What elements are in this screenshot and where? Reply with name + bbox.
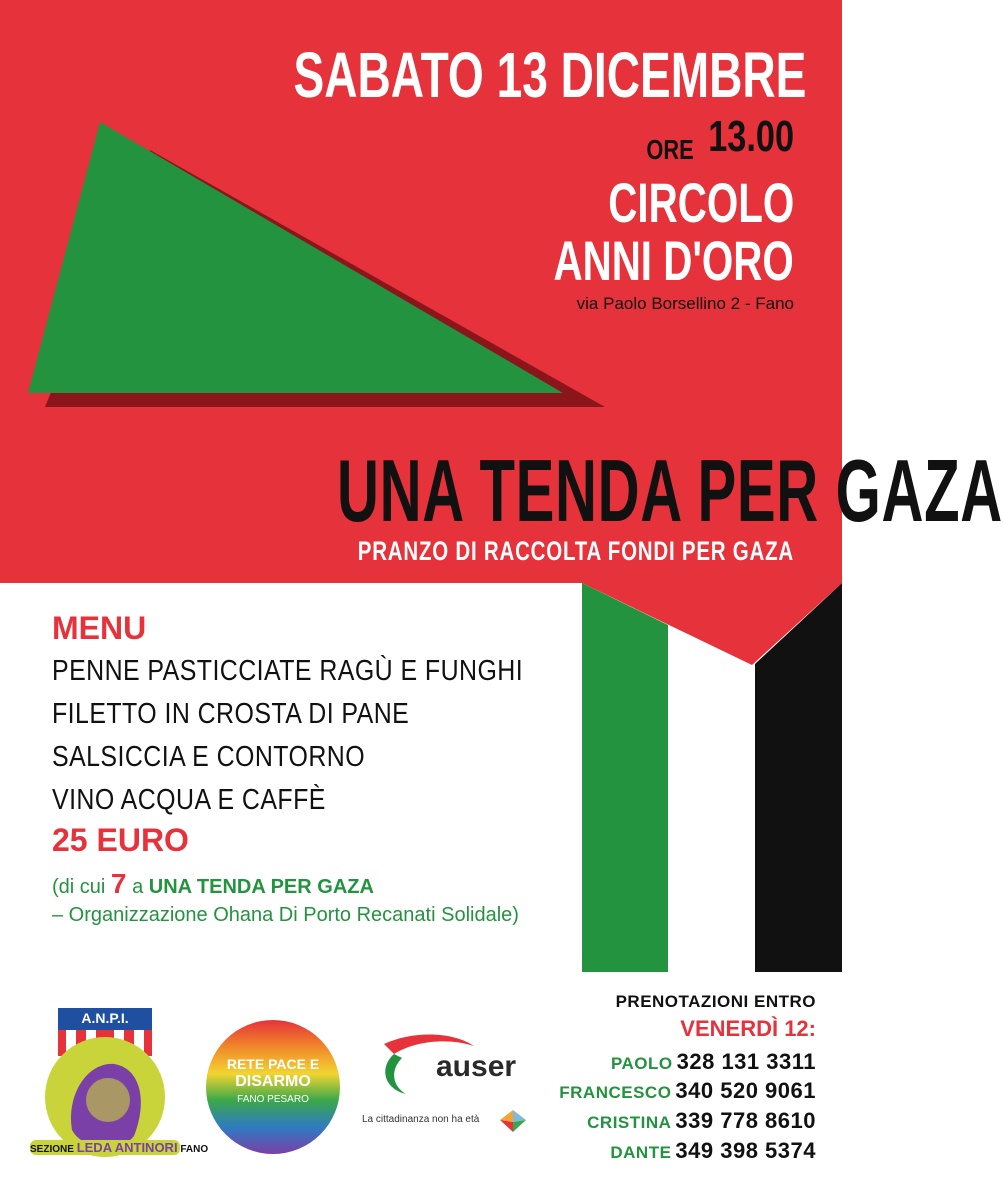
contact-row: FRANCESCO 340 520 9061	[559, 1078, 816, 1103]
kite-icon	[500, 1110, 526, 1132]
green-stripe	[582, 583, 668, 972]
menu-heading: MENU	[52, 610, 147, 646]
auser-tagline: La cittadinanza non ha età	[362, 1114, 480, 1125]
venue-address: via Paolo Borsellino 2 - Fano	[576, 294, 794, 313]
anpi-logo	[30, 1002, 209, 1162]
donation-note: (di cui 7 a UNA TENDA PER GAZA	[52, 868, 374, 899]
menu-item: SALSICCIA E CONTORNO	[52, 741, 366, 773]
venue-name-line2: ANNI D'ORO	[553, 229, 794, 292]
anpi-emblem-icon	[30, 1002, 209, 1162]
venue-name-line1: CIRCOLO	[608, 171, 794, 234]
auser-name: auser	[436, 1050, 517, 1083]
rete-line3: FANO PESARO	[237, 1094, 309, 1105]
main-title: UNA TENDA PER GAZA	[337, 441, 1003, 540]
rete-pace-disarmo-logo	[204, 1018, 342, 1156]
rete-line2: DISARMO	[235, 1073, 311, 1090]
anpi-top-text: A.N.P.I.	[81, 1010, 129, 1026]
anpi-section-caption: SEZIONE LEDA ANTINORI FANO	[30, 1140, 209, 1155]
contact-row: DANTE 349 398 5374	[610, 1138, 816, 1163]
rete-line1: RETE PACE E	[226, 1056, 320, 1072]
auser-logo	[354, 1026, 532, 1138]
reservation-heading: PRENOTAZIONI ENTRO	[615, 992, 816, 1011]
contact-row: PAOLO 328 131 3311	[610, 1049, 816, 1074]
subtitle: PRANZO DI RACCOLTA FONDI PER GAZA	[357, 536, 794, 566]
contact-row: CRISTINA 339 778 8610	[587, 1108, 816, 1133]
event-date: SABATO 13 DICEMBRE	[293, 39, 807, 111]
menu-item: PENNE PASTICCIATE RAGÙ E FUNGHI	[52, 655, 524, 687]
reservation-deadline: VENERDÌ 12:	[680, 1016, 816, 1041]
menu-item: FILETTO IN CROSTA DI PANE	[52, 698, 410, 730]
menu-price: 25 EURO	[52, 822, 189, 858]
menu-item: VINO ACQUA E CAFFÈ	[52, 784, 326, 816]
event-time: ORE 13.00	[646, 112, 794, 165]
donation-note-line2: – Organizzazione Ohana Di Porto Recanati Solidale)	[52, 904, 519, 926]
